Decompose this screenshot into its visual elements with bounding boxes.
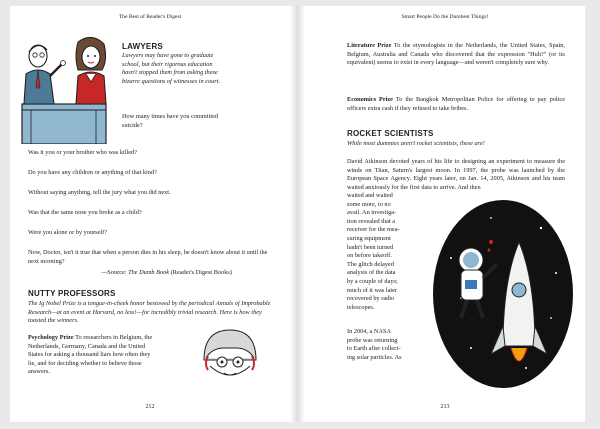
literature-prize-label: Literature Prize bbox=[347, 42, 392, 49]
text-line: by a couple of days; bbox=[347, 277, 398, 285]
economics-prize-label: Economics Prize bbox=[347, 96, 393, 103]
rocket-astronaut-illustration bbox=[431, 198, 575, 390]
lawyer-question: Was it you or your brother who was killed? bbox=[28, 149, 137, 156]
text-line: telescopes. bbox=[347, 303, 375, 311]
text-line: probe was returning bbox=[347, 336, 398, 344]
source-title: The Dumb Book bbox=[128, 269, 170, 276]
rocket-paragraph-2 bbox=[347, 328, 427, 362]
nutty-professors-heading: NUTTY PROFESSORS bbox=[28, 289, 116, 298]
text-line: some more, to no bbox=[347, 200, 391, 208]
economics-prize bbox=[347, 96, 565, 113]
text-line: waited and waited bbox=[347, 192, 393, 199]
rocket-paragraph-1: David Atkinson devoted years of his life to designing an experiment to measure the winds on Titan, Saturn's largest moon. In 1997, the probe was launched by the European Space Agency. Eight years later, on Jan. 14, 2005, Atkinson and his team waited anxiously for the first data to arrive. And then bbox=[347, 158, 565, 191]
text-line: tion revealed that a bbox=[347, 217, 396, 225]
lawyer-question-1: How many times have you committed suicide? bbox=[122, 113, 219, 129]
nutty-professors-intro: The Ig Nobel Prize is a tongue-in-cheek honor bestowed by the periodical Annals of Improbable Research—at an event at Harvard, no less!—for incredibly trivial research. Here is how they toasted the winners. bbox=[28, 300, 271, 325]
lawyer-question: Without saying anything, tell the jury what you did next. bbox=[28, 189, 171, 196]
psychology-prize bbox=[28, 334, 156, 377]
lawyers-intro: Lawyers may have gone to graduate school, but their rigorous education hasn't stopped them from asking these bizarre questions of witnesses in court. bbox=[122, 52, 221, 85]
page-gutter bbox=[290, 6, 305, 422]
page-number-right: 213 bbox=[440, 404, 450, 410]
lawyer-question: Was that the same nose you broke as a child? bbox=[28, 209, 142, 216]
rocket-scientists-intro: While most dummies aren't rocket scientists, these are! bbox=[347, 140, 485, 147]
literature-prize-text: To the etymologists in the Netherlands, the United States, Spain, Belgium, Australia and Canada who discovered that the expression "Huh?" (or its equivalent) seems to exist in every language—and weren't completely sure why. bbox=[347, 42, 565, 67]
lawyers-heading: LAWYERS bbox=[122, 42, 163, 51]
left-page bbox=[10, 6, 290, 422]
text-line: on before takeoff. bbox=[347, 252, 392, 260]
running-head-right: Smart People Do the Dumbest Things! bbox=[401, 14, 489, 20]
text-line: ing solar particles. As bbox=[347, 353, 402, 361]
rocket-paragraph-1-continued bbox=[347, 192, 427, 312]
source-credit bbox=[101, 269, 232, 278]
source-prefix: —Source: bbox=[101, 269, 129, 276]
literature-prize bbox=[347, 42, 565, 68]
psychology-prize-label: Psychology Prize bbox=[28, 334, 74, 341]
source-suffix: (Reader's Digest Books) bbox=[169, 269, 232, 276]
text-line: much of it was later bbox=[347, 286, 398, 294]
text-line: hadn't been turned bbox=[347, 243, 394, 251]
lawyer-cartoon-illustration bbox=[16, 30, 112, 144]
lawyer-question: Were you alone or by yourself? bbox=[28, 229, 108, 236]
economics-prize-text: To the Bangkok Metropolitan Police for offering to pay police officers extra cash if they refused to take bribes. bbox=[347, 96, 565, 112]
text-line: suring equipment bbox=[347, 234, 391, 242]
page-number-left: 212 bbox=[145, 404, 155, 410]
right-page bbox=[305, 6, 585, 422]
lawyer-question: Now, Doctor, isn't it true that when a person dies in his sleep, he doesn't know about it until the next morning? bbox=[28, 249, 268, 265]
rocket-scientists-heading: ROCKET SCIENTISTS bbox=[347, 129, 434, 138]
text-line: avail. An investiga- bbox=[347, 209, 397, 217]
text-line: receiver for the mea- bbox=[347, 226, 400, 234]
text-line: recovered by radio bbox=[347, 295, 395, 303]
psychology-prize-text: To researchers in Belgium, the Netherlands, Germany, Canada and the United States for asking a thousand liars how often they lie, and for deciding whether to believe those answers. bbox=[28, 334, 153, 376]
professor-head-illustration bbox=[198, 326, 262, 386]
running-head-left: The Best of Reader's Digest bbox=[118, 14, 182, 20]
text-line: In 2004, a NASA bbox=[347, 328, 392, 335]
text-line: to Earth after collect- bbox=[347, 345, 401, 353]
text-line: The glitch delayed bbox=[347, 260, 394, 268]
lawyer-question: Do you have any children or anything of that kind? bbox=[28, 169, 157, 176]
text-line: analysis of the data bbox=[347, 269, 396, 277]
